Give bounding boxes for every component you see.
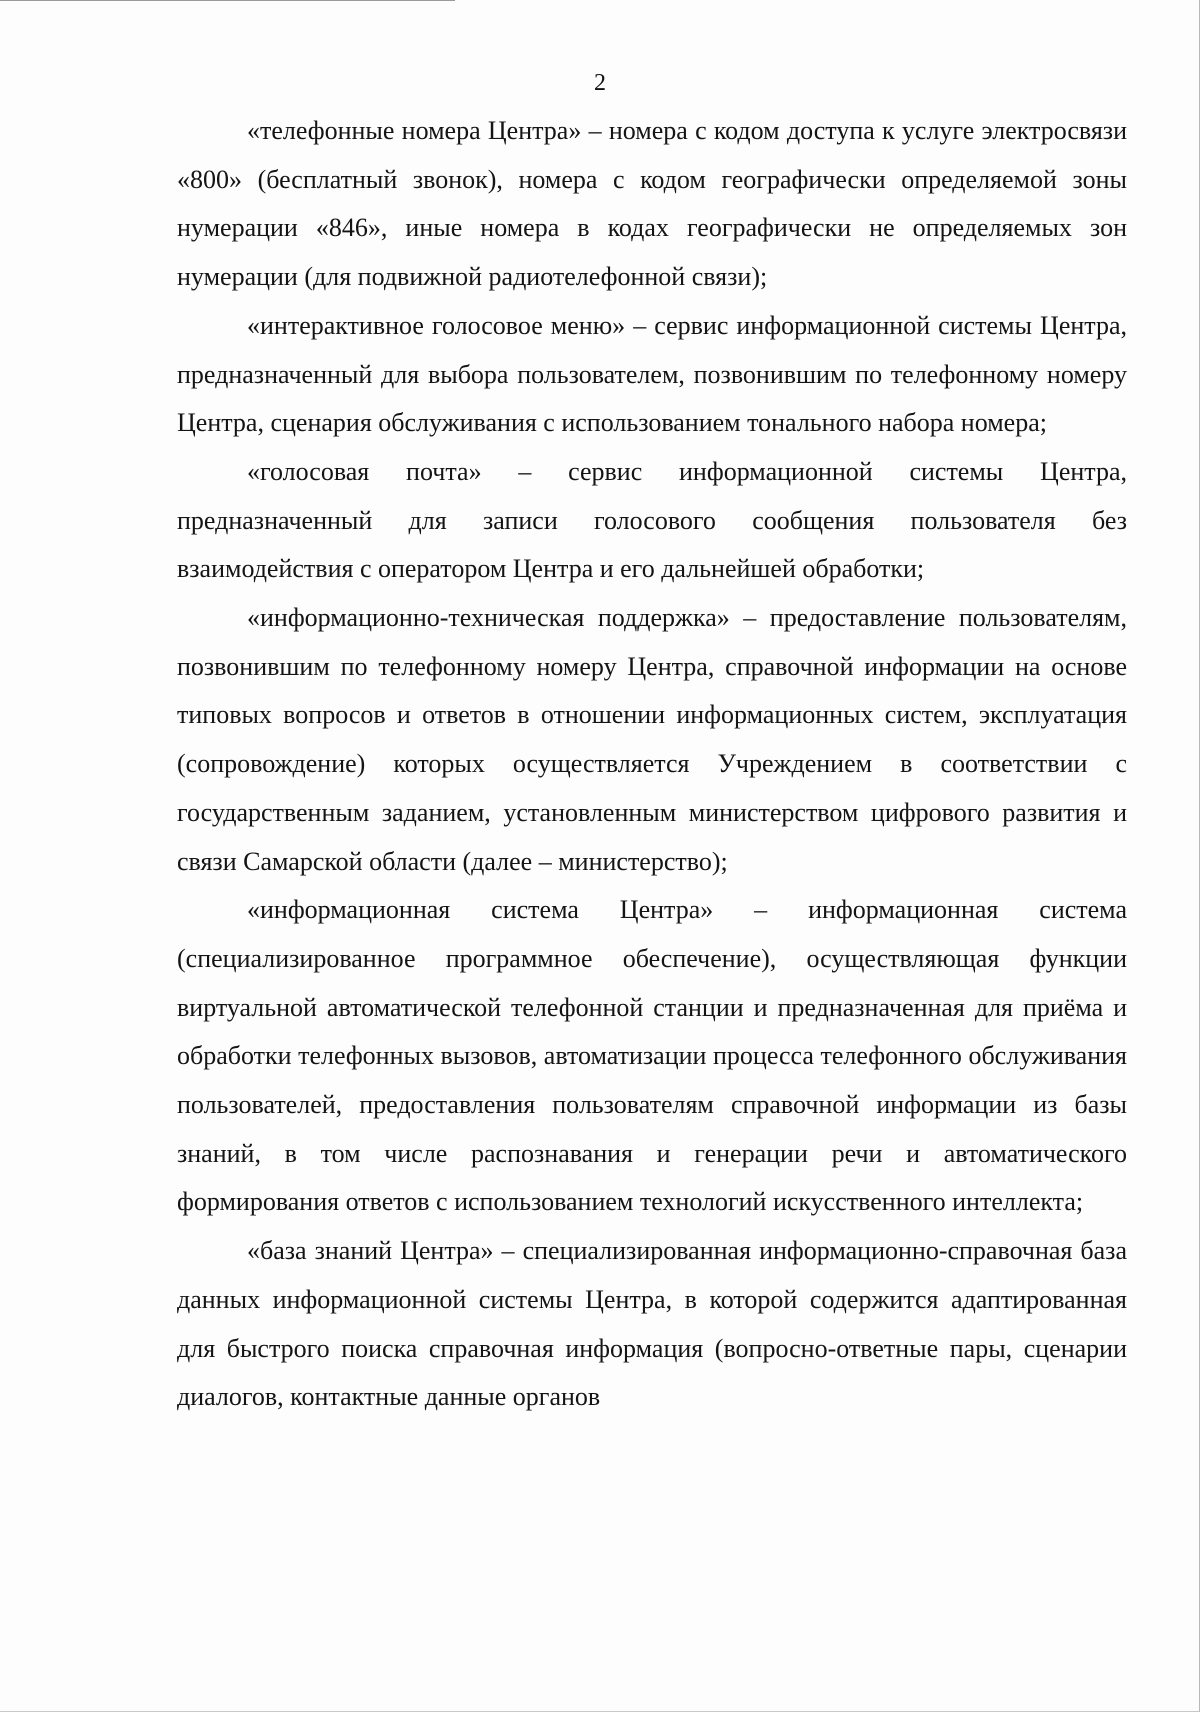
definition-paragraph-phone-numbers: «телефонные номера Центра» – номера с кодом доступа к услуге электросвязи «800» (бесплатный звонок), номера с кодом географически определяемой зоны нумерации «846», иные номера в кодах географически не определяемых зон нумерации (для подвижной радиотелефонной связи);	[177, 116, 1127, 292]
page-number: 2	[594, 70, 606, 96]
definition-paragraph-tech-support: «информационно-техническая поддержка» – предоставление пользователям, позвонившим по телефонному номеру Центра, справочной информации на основе типовых вопросов и ответов в отношении информационных систем, эксплуатация (сопровождение) которых осуществляется Учреждением в соответствии с государственным заданием, установленным министерством цифрового развития и связи Самарской области (далее – министерство);	[177, 603, 1127, 876]
top-edge-rule	[0, 0, 455, 1]
definition-paragraph-ivr-menu: «интерактивное голосовое меню» – сервис информационной системы Центра, предназначенный для выбора пользователем, позвонившим по телефонному номеру Центра, сценария обслуживания с использованием тонального набора номера;	[177, 310, 1127, 438]
definition-paragraph-knowledge-base: «база знаний Центра» – специализированная информационно-справочная база данных информационной системы Центра, в которой содержится адаптированная для быстрого поиска справочная информация (вопросно-ответные пары, сценарии диалогов, контактные данные органов	[177, 1236, 1127, 1412]
document-body	[177, 107, 1127, 1422]
definition-paragraph-voicemail: «голосовая почта» – сервис информационной системы Центра, предназначенный для записи голосового сообщения пользователя без взаимодействия с оператором Центра и его дальнейшей обработки;	[177, 456, 1127, 584]
definition-paragraph-information-system: «информационная система Центра» – информационная система (специализированное программное обеспечение), осуществляющая функции виртуальной автоматической телефонной станции и предназначенная для приёма и обработки телефонных вызовов, автоматизации процесса телефонного обслуживания пользователей, предоставления пользователям справочной информации из базы знаний, в том числе распознавания и генерации речи и автоматического формирования ответов с использованием технологий искусственного интеллекта;	[177, 895, 1127, 1217]
